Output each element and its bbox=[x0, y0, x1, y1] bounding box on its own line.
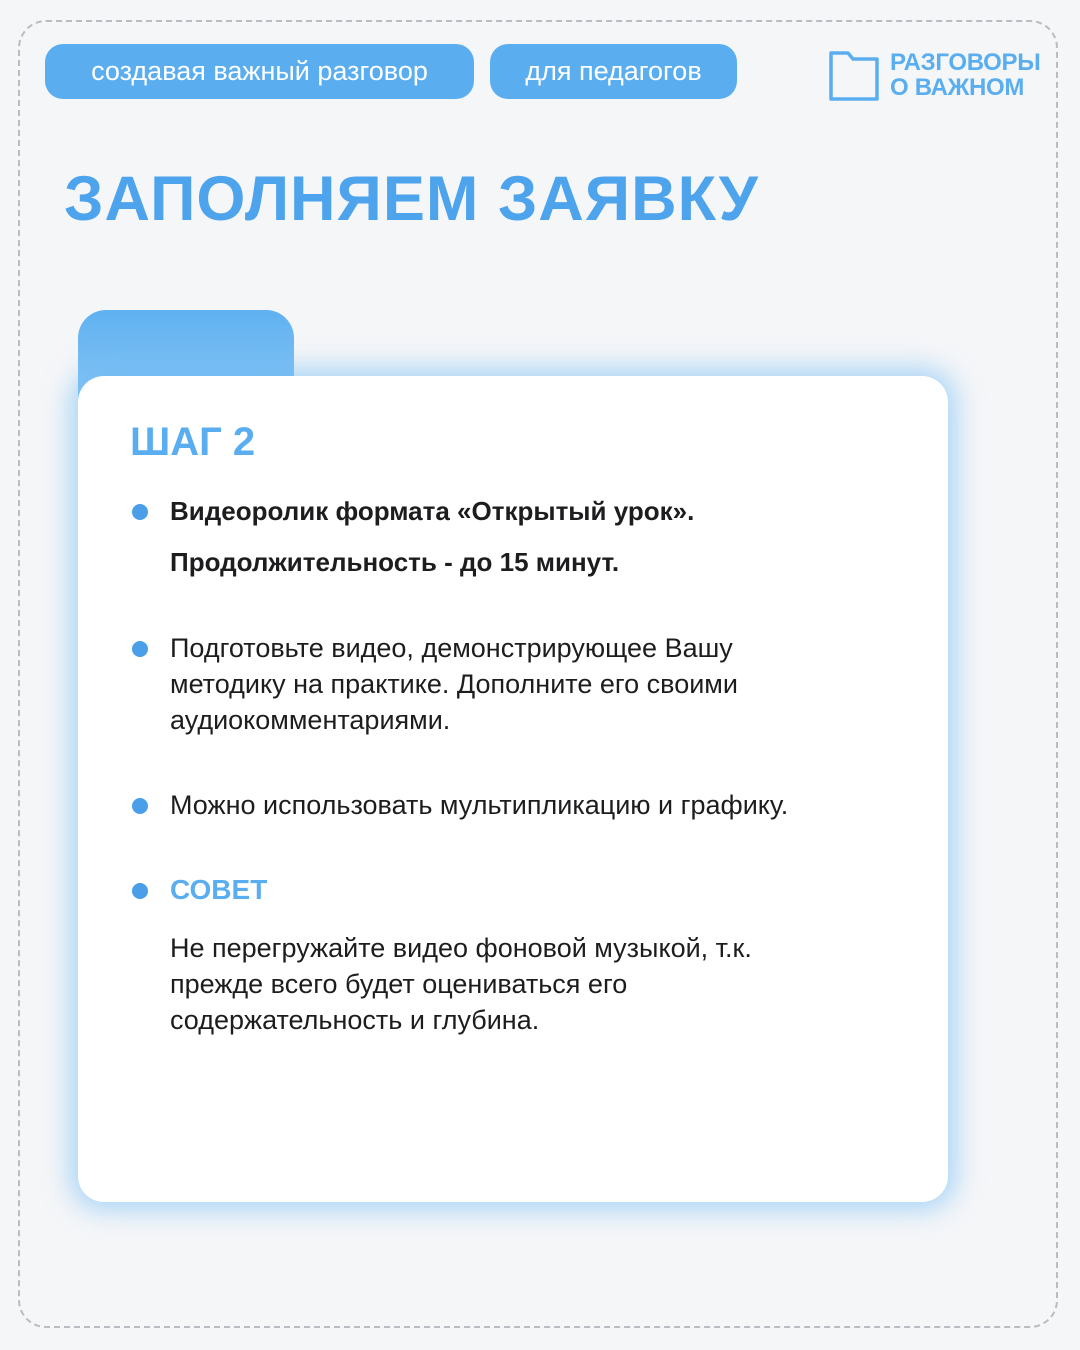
bullet-dot bbox=[132, 883, 148, 899]
advice-text: Не перегружайте видео фоновой музыкой, т.к. прежде всего будет оцениваться его содержательность и глубина. bbox=[170, 933, 752, 1035]
item-duration: Продолжительность - до 15 минут. bbox=[170, 547, 620, 577]
brand-name bbox=[890, 50, 1040, 100]
bullet-dot bbox=[132, 798, 148, 814]
item-animation: Можно использовать мультипликацию и графику. bbox=[170, 790, 789, 820]
bullet-dot bbox=[132, 504, 148, 520]
bullet-dot bbox=[132, 641, 148, 657]
folder-icon bbox=[828, 48, 880, 102]
tag-for-teachers: для педагогов bbox=[490, 44, 737, 99]
tag-creating-conversation: создавая важный разговор bbox=[45, 44, 474, 99]
item-prepare-video: Подготовьте видео, демонстрирующее Вашу методику на практике. Дополните его своими аудиокомментариями. bbox=[170, 633, 738, 735]
item-video-format: Видеоролик формата «Открытый урок». bbox=[170, 496, 695, 526]
brand-line-1: РАЗГОВОРЫ bbox=[890, 49, 1041, 76]
brand-logo bbox=[828, 46, 1048, 104]
page-title: ЗАПОЛНЯЕМ ЗАЯВКУ bbox=[64, 164, 759, 234]
brand-line-2: О ВАЖНОМ bbox=[890, 74, 1025, 101]
step-title: ШАГ 2 bbox=[130, 420, 256, 464]
advice-label: СОВЕТ bbox=[170, 874, 268, 905]
step-card bbox=[78, 376, 948, 1202]
